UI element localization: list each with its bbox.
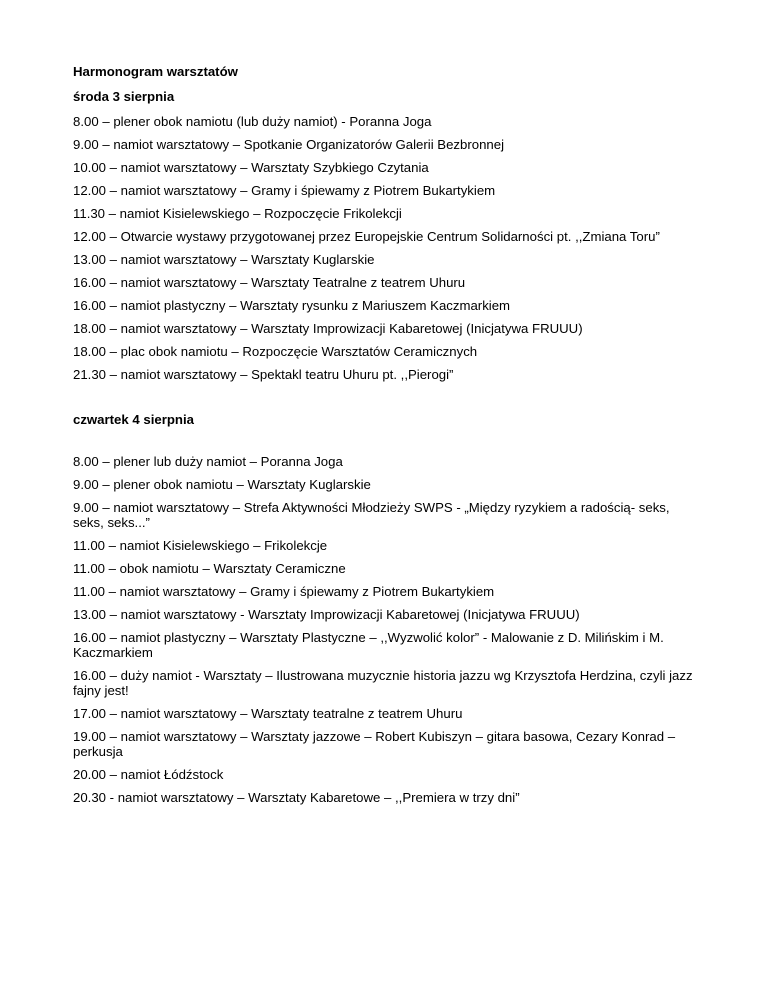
schedule-item: 11.00 – obok namiotu – Warsztaty Ceramiczne	[73, 561, 346, 576]
schedule-item: 16.00 – namiot warsztatowy – Warsztaty Teatralne z teatrem Uhuru	[73, 275, 466, 290]
day-heading-thursday: czwartek 4 sierpnia	[73, 412, 194, 427]
schedule-item: 16.00 – namiot plastyczny – Warsztaty rysunku z Mariuszem Kaczmarkiem	[73, 298, 511, 313]
schedule-item: 20.30 - namiot warsztatowy – Warsztaty Kabaretowe – ,,Premiera w trzy dni”	[73, 790, 520, 805]
schedule-item: 18.00 – namiot warsztatowy – Warsztaty Improwizacji Kabaretowej (Inicjatywa FRUUU)	[73, 321, 583, 336]
schedule-item: 8.00 – plener lub duży namiot – Poranna Joga	[73, 454, 343, 469]
schedule-item: 13.00 – namiot warsztatowy - Warsztaty Improwizacji Kabaretowej (Inicjatywa FRUUU)	[73, 607, 580, 622]
schedule-item: 8.00 – plener obok namiotu (lub duży namiot) - Poranna Joga	[73, 114, 432, 129]
schedule-item: 16.00 – namiot plastyczny – Warsztaty Plastyczne – ,,Wyzwolić kolor” - Malowanie z D. Milińskim i M. Kaczmarkiem	[73, 630, 664, 660]
document-title: Harmonogram warsztatów	[73, 64, 238, 79]
schedule-list-thursday	[73, 454, 693, 805]
schedule-item: 12.00 – namiot warsztatowy – Gramy i śpiewamy z Piotrem Bukartykiem	[73, 183, 496, 198]
schedule-list-wednesday	[73, 114, 693, 382]
schedule-item: 21.30 – namiot warsztatowy – Spektakl teatru Uhuru pt. ,,Pierogi”	[73, 367, 454, 382]
document-page	[73, 64, 693, 805]
schedule-item: 11.00 – namiot warsztatowy – Gramy i śpiewamy z Piotrem Bukartykiem	[73, 584, 495, 599]
schedule-item: 16.00 – duży namiot - Warsztaty – Ilustrowana muzycznie historia jazzu wg Krzysztofa Herdzina, czyli jazz fajny jest!	[73, 668, 693, 698]
schedule-item: 17.00 – namiot warsztatowy – Warsztaty teatralne z teatrem Uhuru	[73, 706, 463, 721]
schedule-item: 12.00 – Otwarcie wystawy przygotowanej przez Europejskie Centrum Solidarności pt. ,,Zmiana Toru”	[73, 229, 660, 244]
schedule-item: 13.00 – namiot warsztatowy – Warsztaty Kuglarskie	[73, 252, 375, 267]
schedule-item: 20.00 – namiot Łódźstock	[73, 767, 224, 782]
schedule-item: 9.00 – plener obok namiotu – Warsztaty Kuglarskie	[73, 477, 371, 492]
schedule-item: 10.00 – namiot warsztatowy – Warsztaty Szybkiego Czytania	[73, 160, 429, 175]
schedule-item: 11.00 – namiot Kisielewskiego – Frikolekcje	[73, 538, 328, 553]
schedule-item: 11.30 – namiot Kisielewskiego – Rozpoczęcie Frikolekcji	[73, 206, 402, 221]
schedule-item: 19.00 – namiot warsztatowy – Warsztaty jazzowe – Robert Kubiszyn – gitara basowa, Cezary Konrad – perkusja	[73, 729, 676, 759]
schedule-item: 9.00 – namiot warsztatowy – Spotkanie Organizatorów Galerii Bezbronnej	[73, 137, 505, 152]
day-heading-wednesday: środa 3 sierpnia	[73, 89, 175, 104]
schedule-item: 18.00 – plac obok namiotu – Rozpoczęcie Warsztatów Ceramicznych	[73, 344, 478, 359]
schedule-item: 9.00 – namiot warsztatowy – Strefa Aktywności Młodzieży SWPS - „Między ryzykiem a radością- seks, seks, seks...”	[73, 500, 670, 530]
